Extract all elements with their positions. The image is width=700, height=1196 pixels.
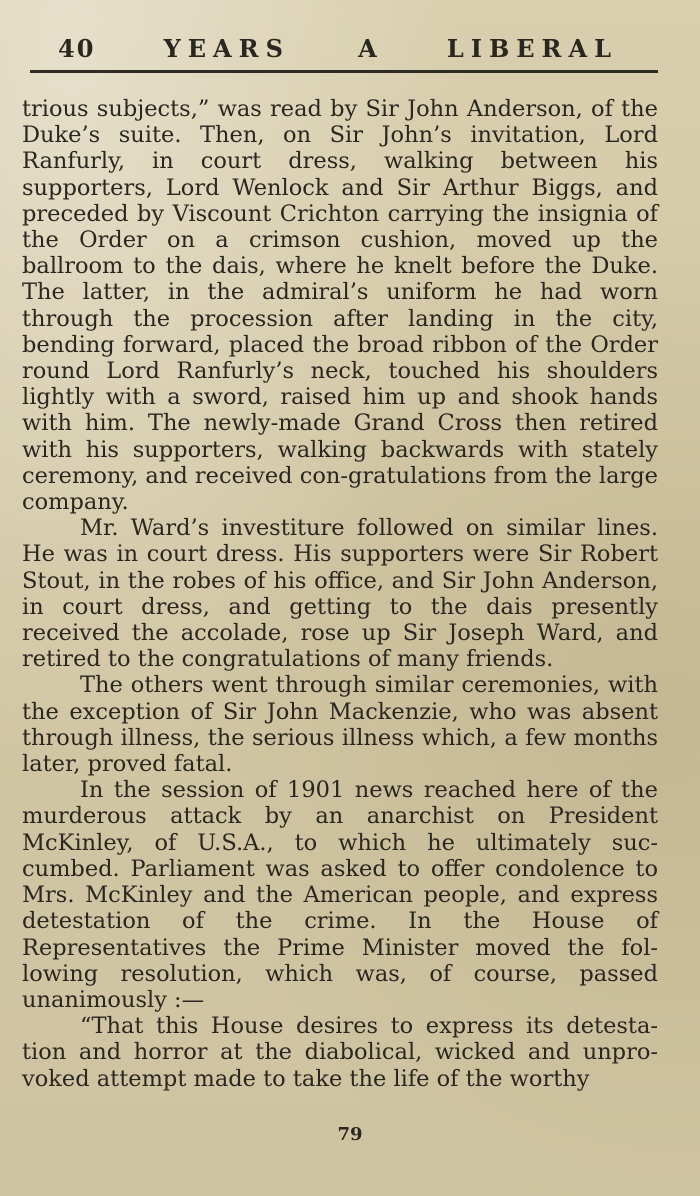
header-word-a: A (358, 34, 379, 63)
page-number: 79 (337, 1124, 363, 1145)
running-header-text (58, 34, 618, 63)
paragraph-2: Mr. Ward’s investiture followed on similar lines. He was in court dress. His supporters were Sir Robert Stout, in the robes of his office, and Sir John Anderson, in court dress, and getting to the dais presently received the accolade, rose up Sir Joseph Ward, and retired to the congratulations of many friends. (22, 515, 658, 673)
running-header (0, 34, 700, 74)
header-rule (30, 70, 658, 73)
paragraph-5: “That this House desires to express its detesta-tion and horror at the diabolical, wicked and unpro-voked attempt made to take the life of the worthy (22, 1013, 658, 1092)
header-word-liberal: LIBERAL (446, 34, 618, 63)
paragraph-4: In the session of 1901 news reached here of the murderous attack by an anarchist on President McKinley, of U.S.A., to which he ultimately suc-cumbed. Parliament was asked to offer condolence to Mrs. McKinley and the American people, and express detestation of the crime. In the House of Representatives the Prime Minister moved the fol-lowing resolution, which was, of course, passed unanimously :— (22, 777, 658, 1013)
body-text (22, 96, 658, 1092)
header-page-number: 40 (58, 34, 96, 63)
header-word-years: YEARS (163, 34, 290, 63)
paragraph-1: trious subjects,” was read by Sir John Anderson, of the Duke’s suite. Then, on Sir John’s invitation, Lord Ranfurly, in court dress, walking between his supporters, Lord Wenlock and Sir Arthur Biggs, and preceded by Viscount Crichton carrying the insignia of the Order on a crimson cushion, moved up the ballroom to the dais, where he knelt before the Duke. The latter, in the admiral’s uniform he had worn through the procession after landing in the city, bending forward, placed the broad ribbon of the Order round Lord Ranfurly’s neck, touched his shoulders lightly with a sword, raised him up and shook hands with him. The newly-made Grand Cross then retired with his supporters, walking backwards with stately ceremony, and received con-gratulations from the large company. (22, 96, 658, 516)
paragraph-3: The others went through similar ceremonies, with the exception of Sir John Mackenzie, who was absent through illness, the serious illness which, a few months later, proved fatal. (22, 672, 658, 778)
